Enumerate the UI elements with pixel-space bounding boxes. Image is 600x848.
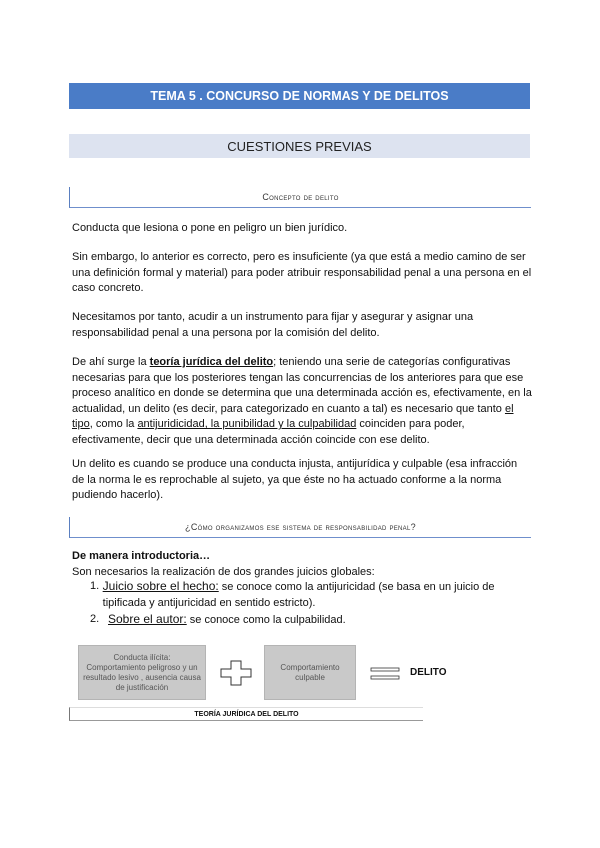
equals-icon [370, 666, 402, 682]
categorias-term: antijuridicidad, la punibilidad y la culpabilidad [137, 418, 357, 431]
section-heading-concepto: Concepto de delito [69, 187, 531, 208]
paragraph-4: De ahí surge la teoría jurídica del delito; teniendo una serie de categorías configurativas necesarias para que los posteriores tengan las concurrencias de los anteriores para que ese proceso analítico en donde se determina que una determinada acción es, efectivamente, en la actualidad, un delito (es decir, para categorizado en cuanto a tal) es necesario que tanto el tipo, como la antijuridicidad, la punibilidad y la culpabilidad coinciden para poder, efectivamente, decir que una determinada acción coincide con ese delito. [72, 356, 532, 446]
intro-text: Son necesarios la realización de dos grandes juicios globales: [72, 565, 375, 578]
list-item: 1. Juicio sobre el hecho: se conoce como la antijuricidad (se basa en un juicio de tipificada y antijuricidad en sentido estricto). [90, 579, 495, 609]
section-heading-organizacion: ¿Cómo organizamos ese sistema de responsabilidad penal? [69, 517, 531, 538]
paragraph-2: Sin embargo, lo anterior es correcto, pero es insuficiente (ya que está a medio camino de ser una definición formal y material) para poder atribuir responsabilidad penal a una persona en el caso concreto. [72, 251, 532, 295]
el-tipo-term: el tipo [72, 402, 514, 431]
page-title: TEMA 5 . CONCURSO DE NORMAS Y DE DELITOS [69, 83, 530, 109]
paragraph-1: Conducta que lesiona o pone en peligro un bien jurídico. [72, 222, 348, 234]
comportamiento-culpable-box: Comportamiento culpable [264, 645, 356, 700]
conducta-ilicita-box: Conducta ilícita: Comportamiento peligroso y un resultado lesivo , ausencia causa de justificación [78, 645, 206, 700]
section-title: CUESTIONES PREVIAS [69, 134, 530, 158]
juicios-list [90, 579, 530, 629]
paragraph-3: Necesitamos por tanto, acudir a un instrumento para fijar y asegurar y asignar una responsabilidad penal a una persona por la comisión del delito. [72, 311, 474, 339]
intro-bold: De manera introductoria… [72, 550, 211, 562]
delito-result: DELITO [410, 667, 447, 678]
list-item: 2. Sobre el autor: se conoce como la culpabilidad. [90, 612, 346, 627]
paragraph-5: Un delito es cuando se produce una conducta injusta, antijurídica y culpable (esa infracción de la norma le es reprochable al sujeto, ya que éste no ha actuado conforme a la norma pudiendo hacerlo). [72, 458, 518, 502]
intro-block [72, 549, 532, 580]
plus-icon [220, 660, 252, 686]
diagram-caption: TEORÍA JURÍDICA DEL DELITO [69, 707, 423, 721]
teoria-juridica-term: teoría jurídica del delito [149, 356, 274, 368]
